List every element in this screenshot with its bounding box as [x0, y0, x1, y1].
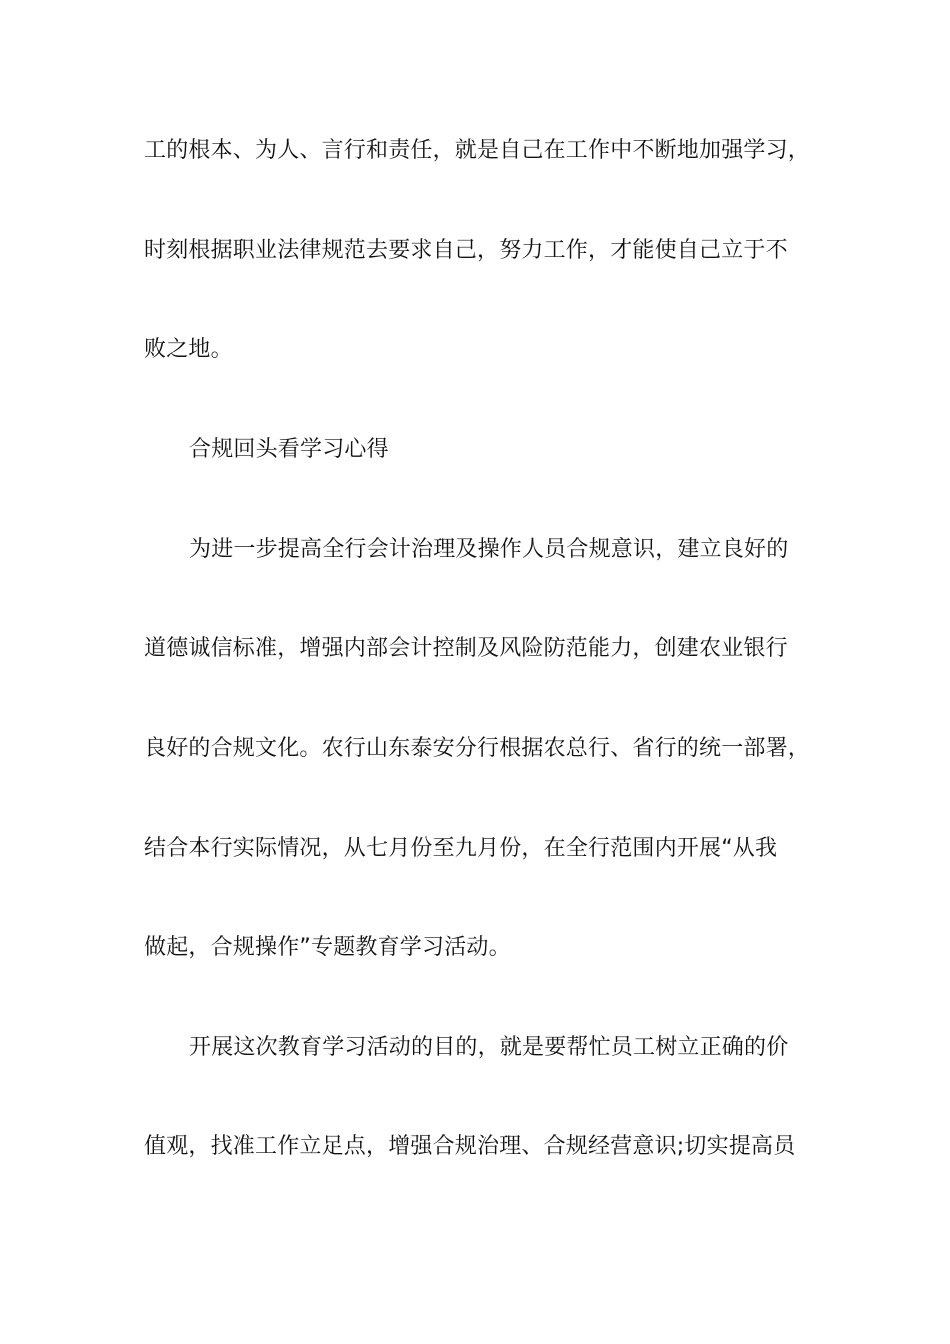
paragraph-line: 结合本行实际情况，从七月份至九月份，在全行范围内开展“从我 — [144, 836, 778, 861]
paragraph-line: 良好的合规文化。农行山东泰安分行根据农总行、省行的统一部署， — [144, 736, 811, 761]
paragraph-line: 为进一步提高全行会计治理及操作人员合规意识，建立良好的 — [189, 537, 789, 562]
paragraph-line: 开展这次教育学习活动的目的，就是要帮忙员工树立正确的价 — [189, 1035, 789, 1060]
section-heading: 合规回头看学习心得 — [189, 437, 389, 462]
paragraph-line: 时刻根据职业法律规范去要求自己，努力工作，才能使自己立于不 — [144, 238, 788, 263]
paragraph-line: 工的根本、为人、言行和责任，就是自己在工作中不断地加强学习， — [144, 138, 811, 163]
paragraph-line: 道德诚信标准，增强内部会计控制及风险防范能力，创建农业银行 — [144, 636, 788, 661]
paragraph-line: 败之地。 — [144, 337, 233, 362]
paragraph-line: 做起，合规操作”专题教育学习活动。 — [144, 935, 511, 960]
paragraph-line: 值观，找准工作立足点，增强合规治理、合规经营意识;切实提高员 — [144, 1134, 796, 1159]
